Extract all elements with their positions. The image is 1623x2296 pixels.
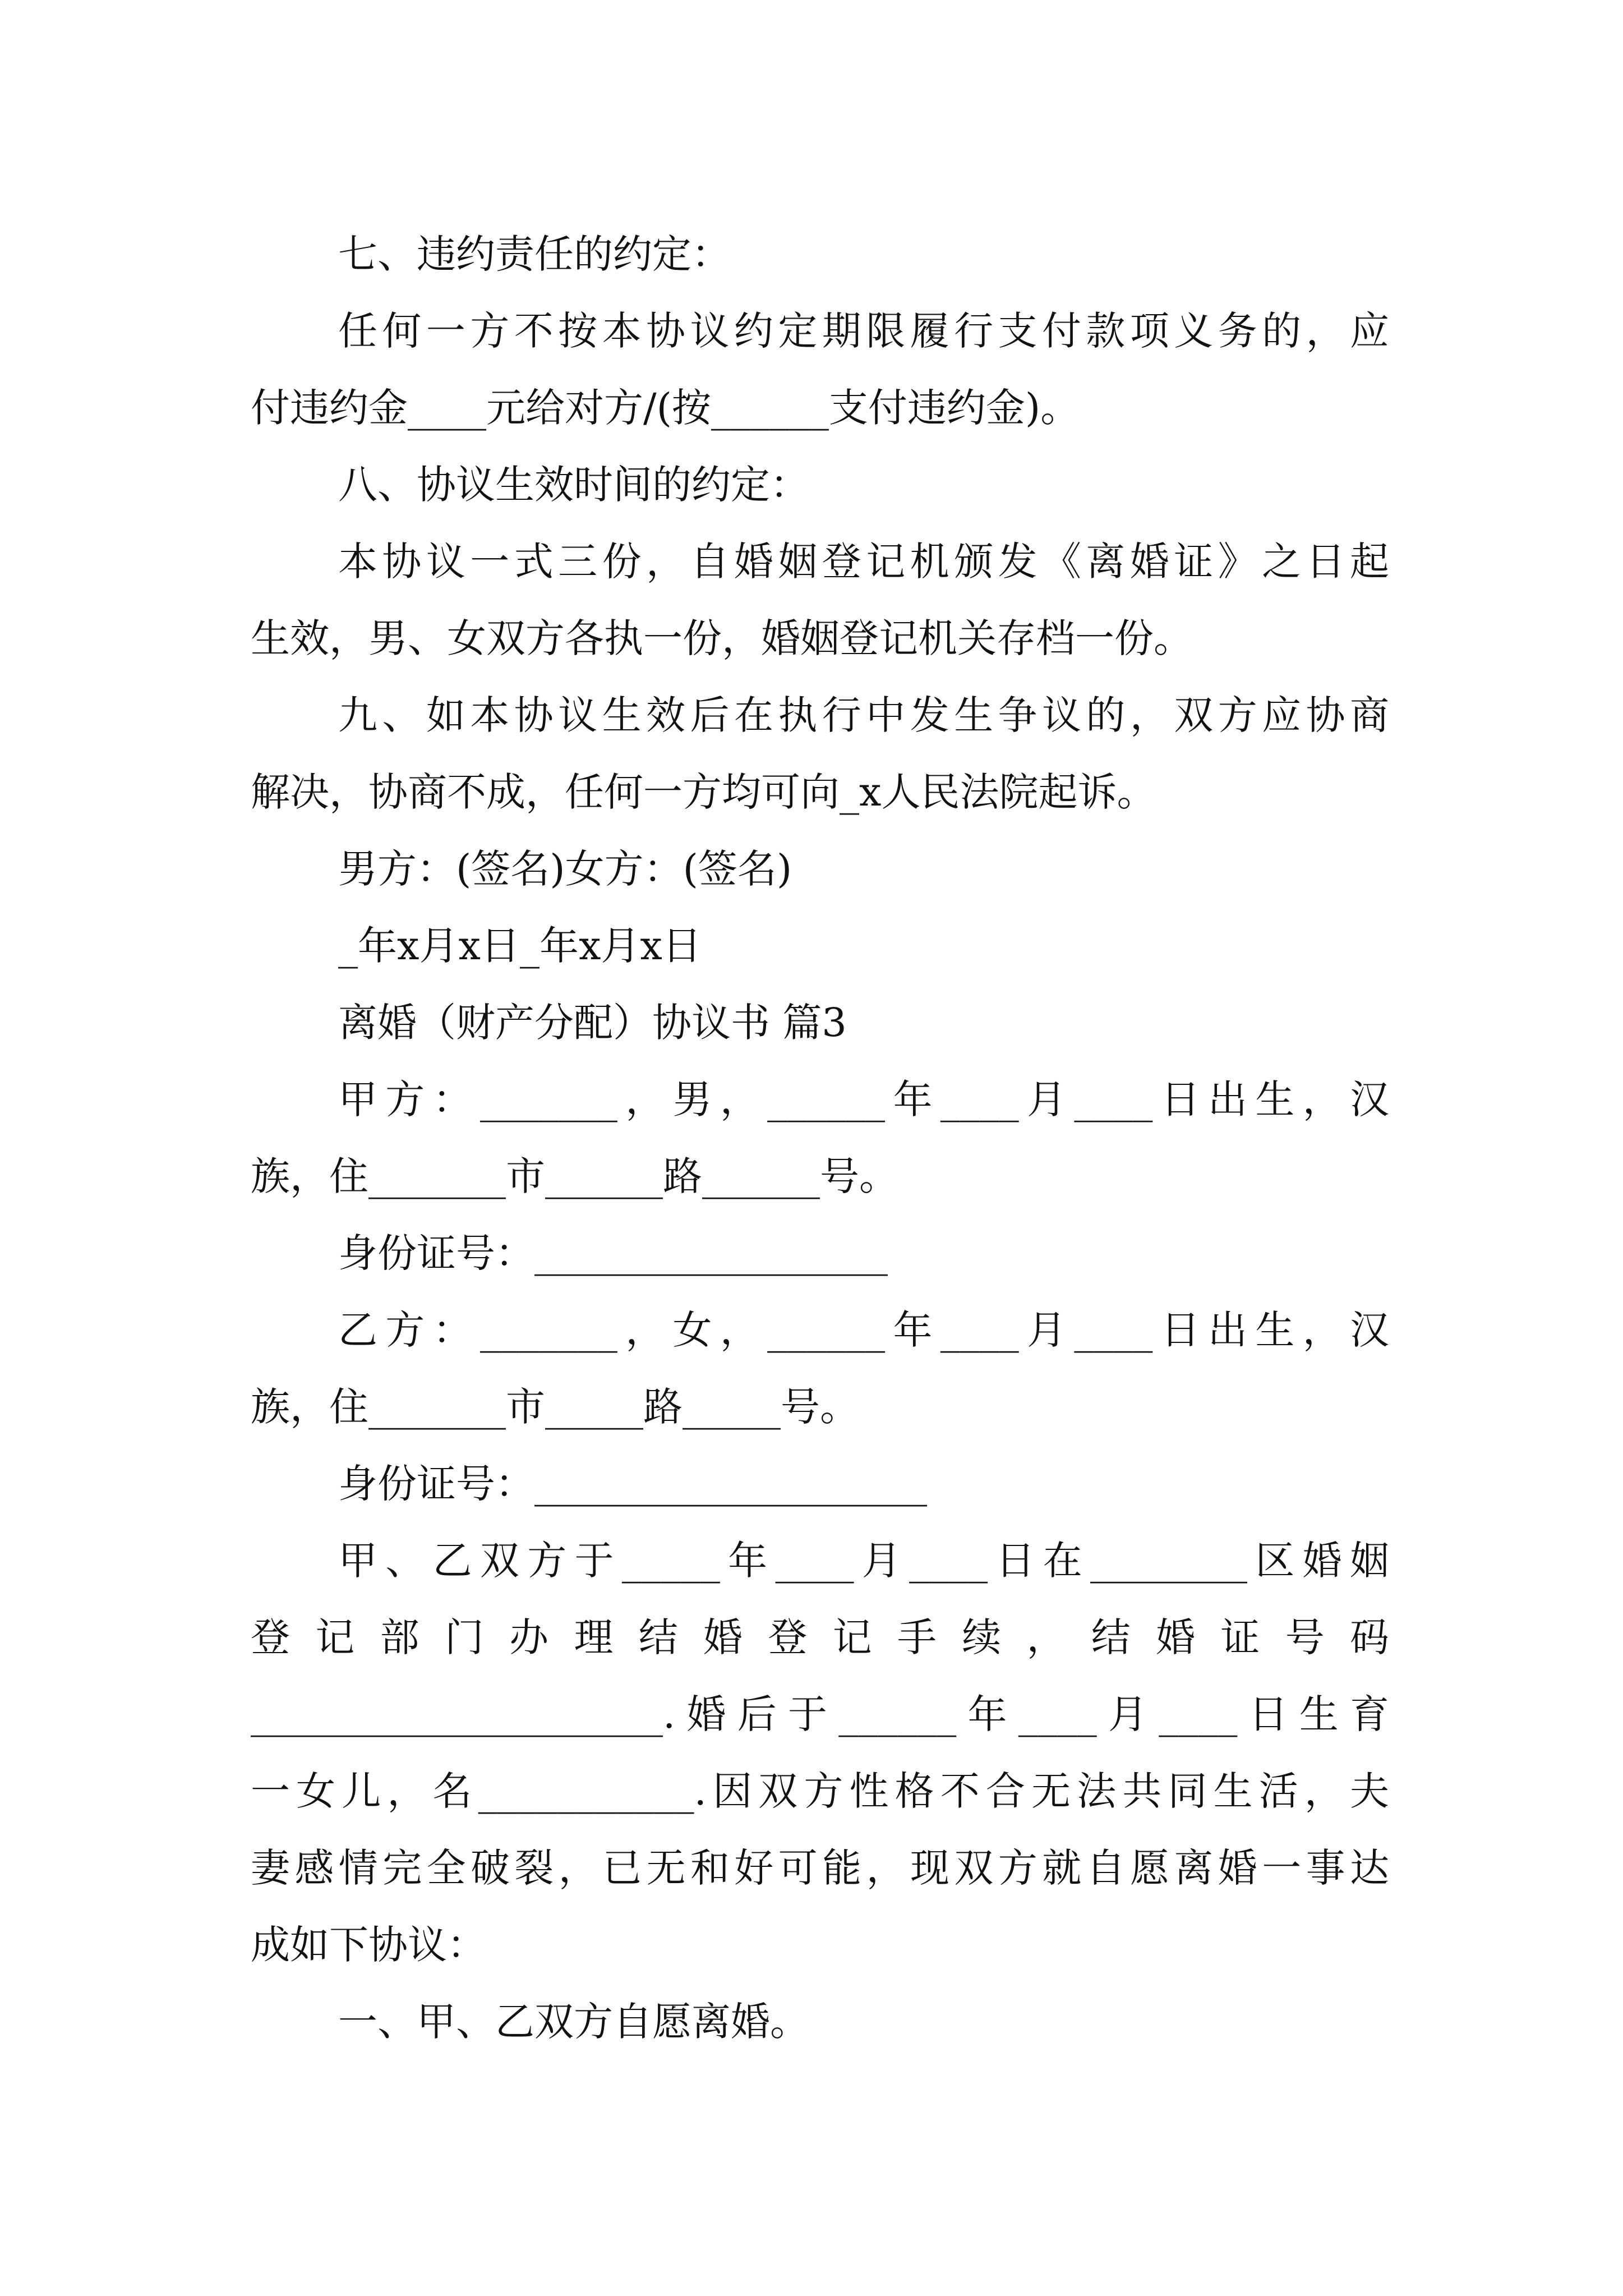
signature-line: 男方：(签名)女方：(签名) <box>338 846 792 892</box>
party-b-address: 族，住_______市_____路_____号。 <box>251 1384 859 1430</box>
document-page <box>251 216 1389 2060</box>
party-b-id-number: 身份证号：____________________ <box>338 1461 927 1507</box>
clause-one: 一、甲、乙双方自愿离婚。 <box>338 1999 809 2045</box>
paragraph-line: 甲、乙双方于_____年____月____日在________区婚姻 <box>338 1538 1389 1584</box>
paragraph-line: 一女儿，名___________.因双方性格不合无法共同生活，夫 <box>251 1768 1389 1814</box>
paragraph-line: _____________________.婚后于______年____月____日生育 <box>251 1691 1389 1737</box>
document-title: 离婚（财产分配）协议书 篇3 <box>338 1000 847 1046</box>
paragraph-line: 任何一方不按本协议约定期限履行支付款项义务的，应 <box>338 308 1389 354</box>
section-heading-effective-time: 八、协议生效时间的约定： <box>338 462 809 508</box>
paragraph-line: 本协议一式三份，自婚姻登记机颁发《离婚证》之日起 <box>338 539 1389 585</box>
party-a-address: 族，住_______市______路______号。 <box>251 1153 898 1199</box>
section-heading-breach-liability: 七、违约责任的约定： <box>338 231 731 277</box>
paragraph-line: 生效，男、女双方各执一份，婚姻登记机关存档一份。 <box>251 615 1193 661</box>
paragraph-line: 九、如本协议生效后在执行中发生争议的，双方应协商 <box>338 692 1389 738</box>
party-a-line: 甲方：_______，男，______年____月____日出生，汉 <box>338 1076 1389 1122</box>
party-a-id-number: 身份证号：__________________ <box>338 1230 888 1276</box>
date-line: _年x月x日_年x月x日 <box>338 923 702 969</box>
paragraph-line: 付违约金____元给对方/(按______支付违约金)。 <box>251 385 1080 431</box>
party-b-line: 乙方：_______，女，______年____月____日出生，汉 <box>338 1307 1389 1353</box>
paragraph-line: 登 记 部 门 办 理 结 婚 登 记 手 续 ， 结 婚 证 号 码 <box>251 1614 1389 1660</box>
paragraph-line: 妻感情完全破裂，已无和好可能，现双方就自愿离婚一事达 <box>251 1845 1389 1891</box>
paragraph-line: 解决，协商不成，任何一方均可向_x人民法院起诉。 <box>251 769 1156 815</box>
paragraph-line: 成如下协议： <box>251 1922 486 1968</box>
